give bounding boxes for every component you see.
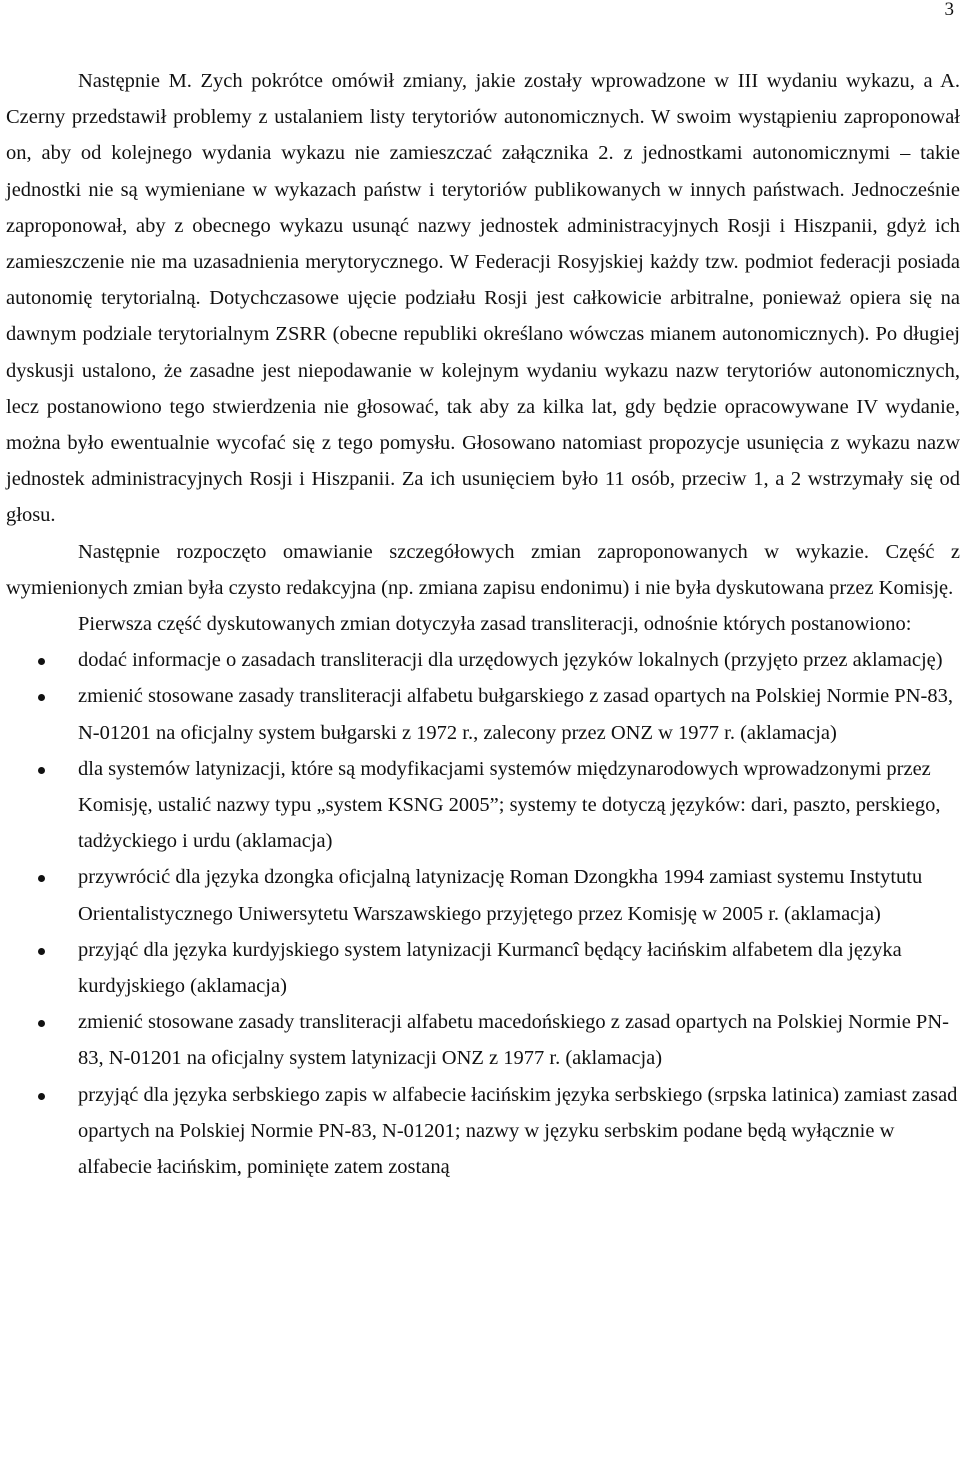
list-item-text: przyjąć dla języka kurdyjskiego system latynizacji Kurmancî będący łacińskim alfabetem dla języka kurdyjskiego (aklamacja) (78, 938, 902, 998)
bullet-icon (38, 875, 45, 882)
bullet-icon (38, 694, 45, 701)
list-item (6, 678, 960, 750)
list-item-text: przyjąć dla języka serbskiego zapis w alfabecie łacińskim języka serbskiego (srpska latinica) zamiast zasad opartych na Polskiej Normie PN-83, N-01201; nazwy w języku serbskim podane będą wyłącznie w alfabecie łacińskim, pominięte zatem zostaną (78, 1083, 958, 1179)
paragraph: Następnie M. Zych pokrótce omówił zmiany, jakie zostały wprowadzone w III wydaniu wykazu, a A. Czerny przedstawił problemy z ustalaniem listy terytoriów autonomicznych. W swoim wystąpieniu zaproponował on, aby od kolejnego wydania wykazu nie zamieszczać załącznika 2. z jednostkami autonomicznymi – takie jednostki nie są wymieniane w wykazach państw i terytoriów publikowanych w innych państwach. Jednocześnie zaproponował, aby z obecnego wykazu usunąć nazwy jednostek administracyjnych Rosji i Hiszpanii, gdyż ich zamieszczenie nie ma uzasadnienia merytorycznego. W Federacji Rosyjskiej każdy tzw. podmiot federacji posiada autonomię terytorialną. Dotychczasowe ujęcie podziału Rosji jest całkowicie arbitralne, ponieważ opiera się na dawnym podziale terytorialnym ZSRR (obecne republiki określano wówczas mianem autonomicznych). Po długiej dyskusji ustalono, że zasadne jest niepodawanie w kolejnym wydaniu wykazu nazw terytoriów autonomicznych, lecz postanowiono tego stwierdzenia nie głosować, tak aby za kilka lat, gdy będzie opracowywane IV wydanie, można było ewentualnie wycofać się z tego pomysłu. Głosowano natomiast propozycje usunięcia z wykazu nazw jednostek administracyjnych Rosji i Hiszpanii. Za ich usunięciem było 11 osób, przeciw 1, a 2 wstrzymały się od głosu. (6, 70, 960, 527)
list-item-text: dodać informacje o zasadach transliteracji dla urzędowych języków lokalnych (przyjęto przez aklamację) (78, 649, 943, 672)
page-number: 3 (944, 0, 954, 20)
list-item (6, 932, 960, 1004)
bullet-icon (38, 767, 45, 774)
list-item-text: dla systemów latynizacji, które są modyfikacjami systemów międzynarodowych wprowadzonymi przez Komisję, ustalić nazwy typu „system KSNG 2005”; systemy te dotyczą języków: dari, paszto, perskiego, tadżyckiego i urdu (aklamacja) (78, 757, 941, 853)
document-body (6, 63, 960, 1185)
paragraph: Pierwsza część dyskutowanych zmian dotyczyła zasad transliteracji, odnośnie których postanowiono: (78, 613, 912, 636)
bullet-icon (38, 1020, 45, 1027)
list-item (6, 751, 960, 860)
list-item-text: zmienić stosowane zasady transliteracji alfabetu macedońskiego z zasad opartych na Polskiej Normie PN-83, N-01201 na oficjalny system latynizacji ONZ z 1977 r. (aklamacja) (78, 1011, 949, 1070)
list-item-text: przywrócić dla języka dzongka oficjalną latynizację Roman Dzongkha 1994 zamiast systemu Instytutu Orientalistycznego Uniwersytetu Warszawskiego przyjętego przez Komisję w 2005 r. (aklamacja) (78, 866, 923, 925)
bullet-icon (38, 948, 45, 955)
list-item (6, 859, 960, 931)
paragraph: Następnie rozpoczęto omawianie szczegółowych zmian zaproponowanych w wykazie. Część z wymienionych zmian była czysto redakcyjna (np. zmiana zapisu endonimu) i nie była dyskutowana przez Komisję. (6, 540, 960, 599)
bullet-icon (38, 1093, 45, 1100)
list-item (6, 1004, 960, 1076)
bullet-icon (38, 658, 45, 665)
list-item-text: zmienić stosowane zasady transliteracji alfabetu bułgarskiego z zasad opartych na Polskiej Normie PN-83, N-01201 na oficjalny system bułgarski z 1972 r., zalecony przez ONZ w 1977 r. (aklamacja) (78, 685, 953, 744)
list-item (6, 642, 960, 678)
list-item (6, 1077, 960, 1186)
bullet-list (6, 642, 960, 1185)
